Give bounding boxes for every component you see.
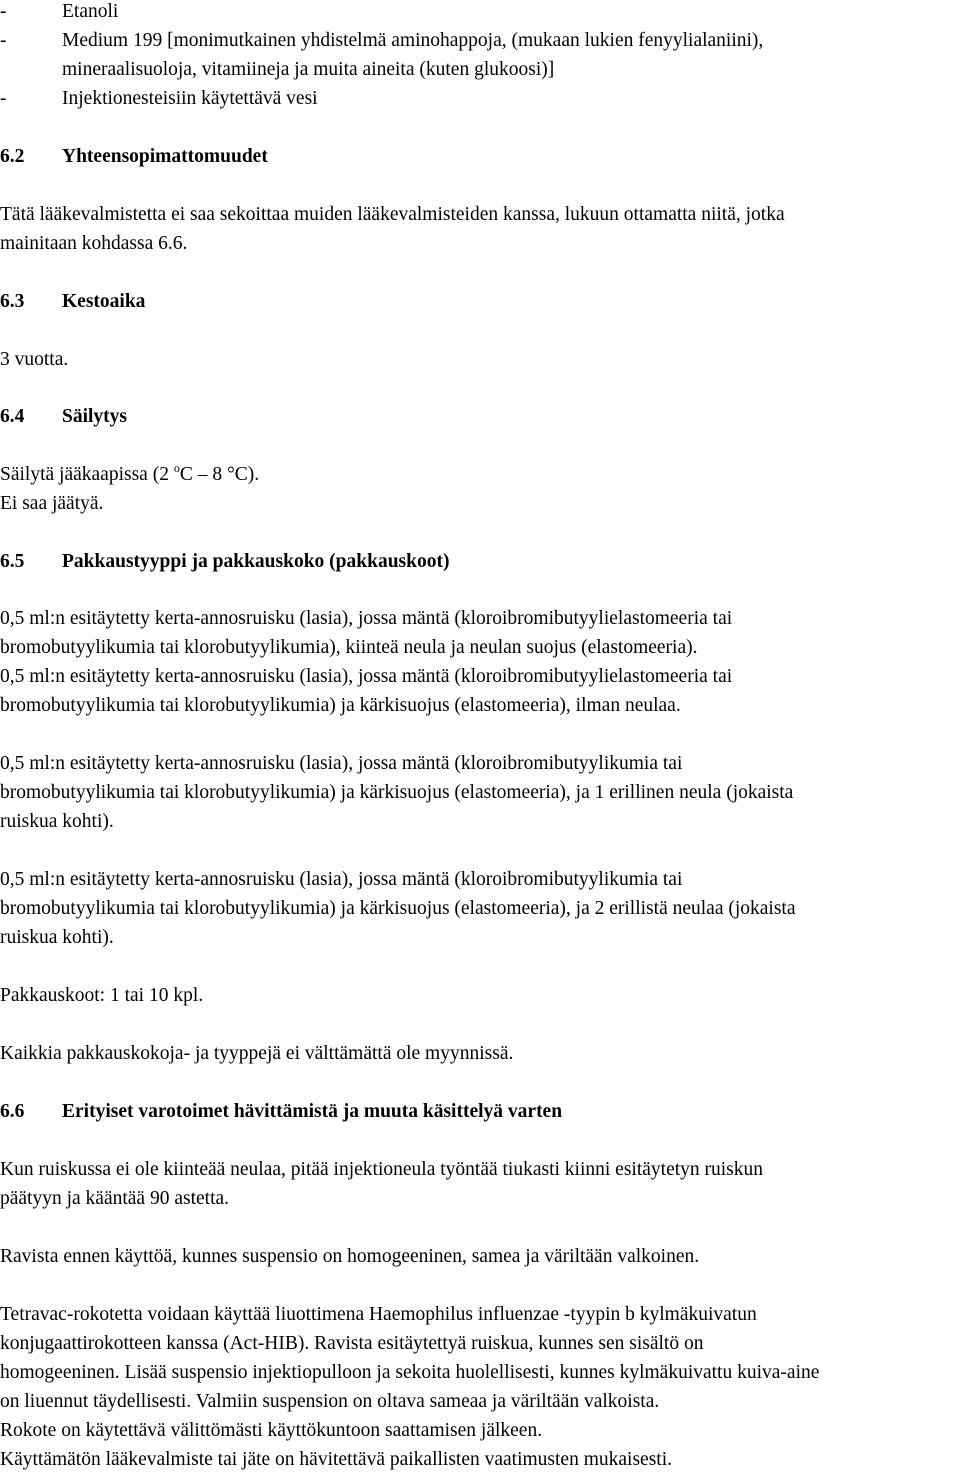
storage-temperature-line	[0, 461, 260, 485]
section-heading-6-4	[0, 407, 127, 427]
section-number: 6.3	[0, 291, 25, 312]
paragraph-line: ruiskua kohti).	[0, 811, 114, 832]
paragraph-line: Ei saa jäätyä.	[0, 493, 104, 514]
paragraph-line: Kaikkia pakkauskokoja- ja tyyppejä ei välttämättä ole myynnissä.	[0, 1043, 514, 1064]
paragraph-line: bromobutyylikumia tai klorobutyylikumia), kiinteä neula ja neulan suojus (elastomeeria).	[0, 637, 698, 658]
ingredient-water: Injektionesteisiin käytettävä vesi	[62, 88, 318, 109]
list-bullet: -	[0, 30, 7, 51]
paragraph-line: 0,5 ml:n esitäytetty kerta-annosruisku (lasia), jossa mäntä (kloroibromibutyylikumia tai	[0, 753, 683, 774]
paragraph-line: konjugaattirokotteen kanssa (Act-HIB). Ravista esitäytettyä ruiskua, kunnes sen sisältö on	[0, 1333, 704, 1354]
paragraph-line: Tetravac-rokotetta voidaan käyttää liuottimena Haemophilus influenzae -tyypin b kylmäkuivatun	[0, 1304, 757, 1325]
section-number: 6.6	[0, 1101, 25, 1122]
section-heading-6-5	[0, 552, 449, 572]
paragraph-line: 0,5 ml:n esitäytetty kerta-annosruisku (lasia), jossa mäntä (kloroibromibutyylielastomeeria tai	[0, 608, 733, 629]
paragraph-line: on liuennut täydellisesti. Valmiin suspension on oltava sameaa ja väriltään valkoista.	[0, 1391, 660, 1412]
section-title: Säilytys	[62, 406, 128, 427]
section-title: Erityiset varotoimet hävittämistä ja muuta käsittelyä varten	[62, 1101, 563, 1122]
paragraph-line: 0,5 ml:n esitäytetty kerta-annosruisku (lasia), jossa mäntä (kloroibromibutyylikumia tai	[0, 869, 683, 890]
section-heading-6-6	[0, 1102, 562, 1122]
section-title: Kestoaika	[62, 291, 146, 312]
paragraph-line: 3 vuotta.	[0, 349, 69, 370]
section-heading-6-2	[0, 147, 268, 167]
paragraph-line: bromobutyylikumia tai klorobutyylikumia) ja kärkisuojus (elastomeeria), ja 1 erillinen neula (jokaista	[0, 782, 794, 803]
ingredient-medium-199-cont: mineraalisuoloja, vitamiineja ja muita aineita (kuten glukoosi)]	[62, 59, 555, 80]
ingredient-ethanol: Etanoli	[62, 1, 119, 22]
paragraph-line: Rokote on käytettävä välittömästi käyttökuntoon saattamisen jälkeen.	[0, 1420, 543, 1441]
paragraph-line: Ravista ennen käyttöä, kunnes suspensio on homogeeninen, samea ja väriltään valkoinen.	[0, 1246, 700, 1267]
paragraph-line: bromobutyylikumia tai klorobutyylikumia) ja kärkisuojus (elastomeeria), ja 2 erillistä neulaa (jokaista	[0, 898, 796, 919]
paragraph-line: homogeeninen. Lisää suspensio injektiopulloon ja sekoita huolellisesti, kunnes kylmäkuivattu kuiva-aine	[0, 1362, 820, 1383]
paragraph-line: 0,5 ml:n esitäytetty kerta-annosruisku (lasia), jossa mäntä (kloroibromibutyylielastomeeria tai	[0, 666, 733, 687]
list-bullet: -	[0, 88, 7, 109]
paragraph-line: Tätä lääkevalmistetta ei saa sekoittaa muiden lääkevalmisteiden kanssa, lukuun ottamatta niitä, jotka	[0, 204, 785, 225]
section-number: 6.4	[0, 406, 25, 427]
section-heading-6-3	[0, 292, 145, 312]
paragraph-line: päätyyn ja kääntää 90 astetta.	[0, 1188, 230, 1209]
section-number: 6.5	[0, 551, 25, 572]
section-title: Pakkaustyyppi ja pakkauskoko (pakkauskoot)	[62, 551, 450, 572]
degree-superscript: o	[173, 461, 180, 475]
list-bullet: -	[0, 1, 7, 22]
paragraph-line: mainitaan kohdassa 6.6.	[0, 233, 188, 254]
paragraph-line: bromobutyylikumia tai klorobutyylikumia) ja kärkisuojus (elastomeeria), ilman neulaa.	[0, 695, 681, 716]
storage-text-end: C – 8 °C).	[179, 464, 260, 485]
paragraph-line: Käyttämätön lääkevalmiste tai jäte on hävitettävä paikallisten vaatimusten mukaisesti.	[0, 1449, 672, 1470]
paragraph-line: ruiskua kohti).	[0, 927, 114, 948]
paragraph-line: Pakkauskoot: 1 tai 10 kpl.	[0, 985, 204, 1006]
section-number: 6.2	[0, 146, 25, 167]
section-title: Yhteensopimattomuudet	[62, 146, 268, 167]
paragraph-line: Kun ruiskussa ei ole kiinteää neulaa, pitää injektioneula työntää tiukasti kiinni esitäytetyn ruiskun	[0, 1159, 764, 1180]
storage-text-start: Säilytä jääkaapissa (2	[0, 464, 174, 485]
ingredient-medium-199: Medium 199 [monimutkainen yhdistelmä aminohappoja, (mukaan lukien fenyylialaniini),	[62, 30, 764, 51]
